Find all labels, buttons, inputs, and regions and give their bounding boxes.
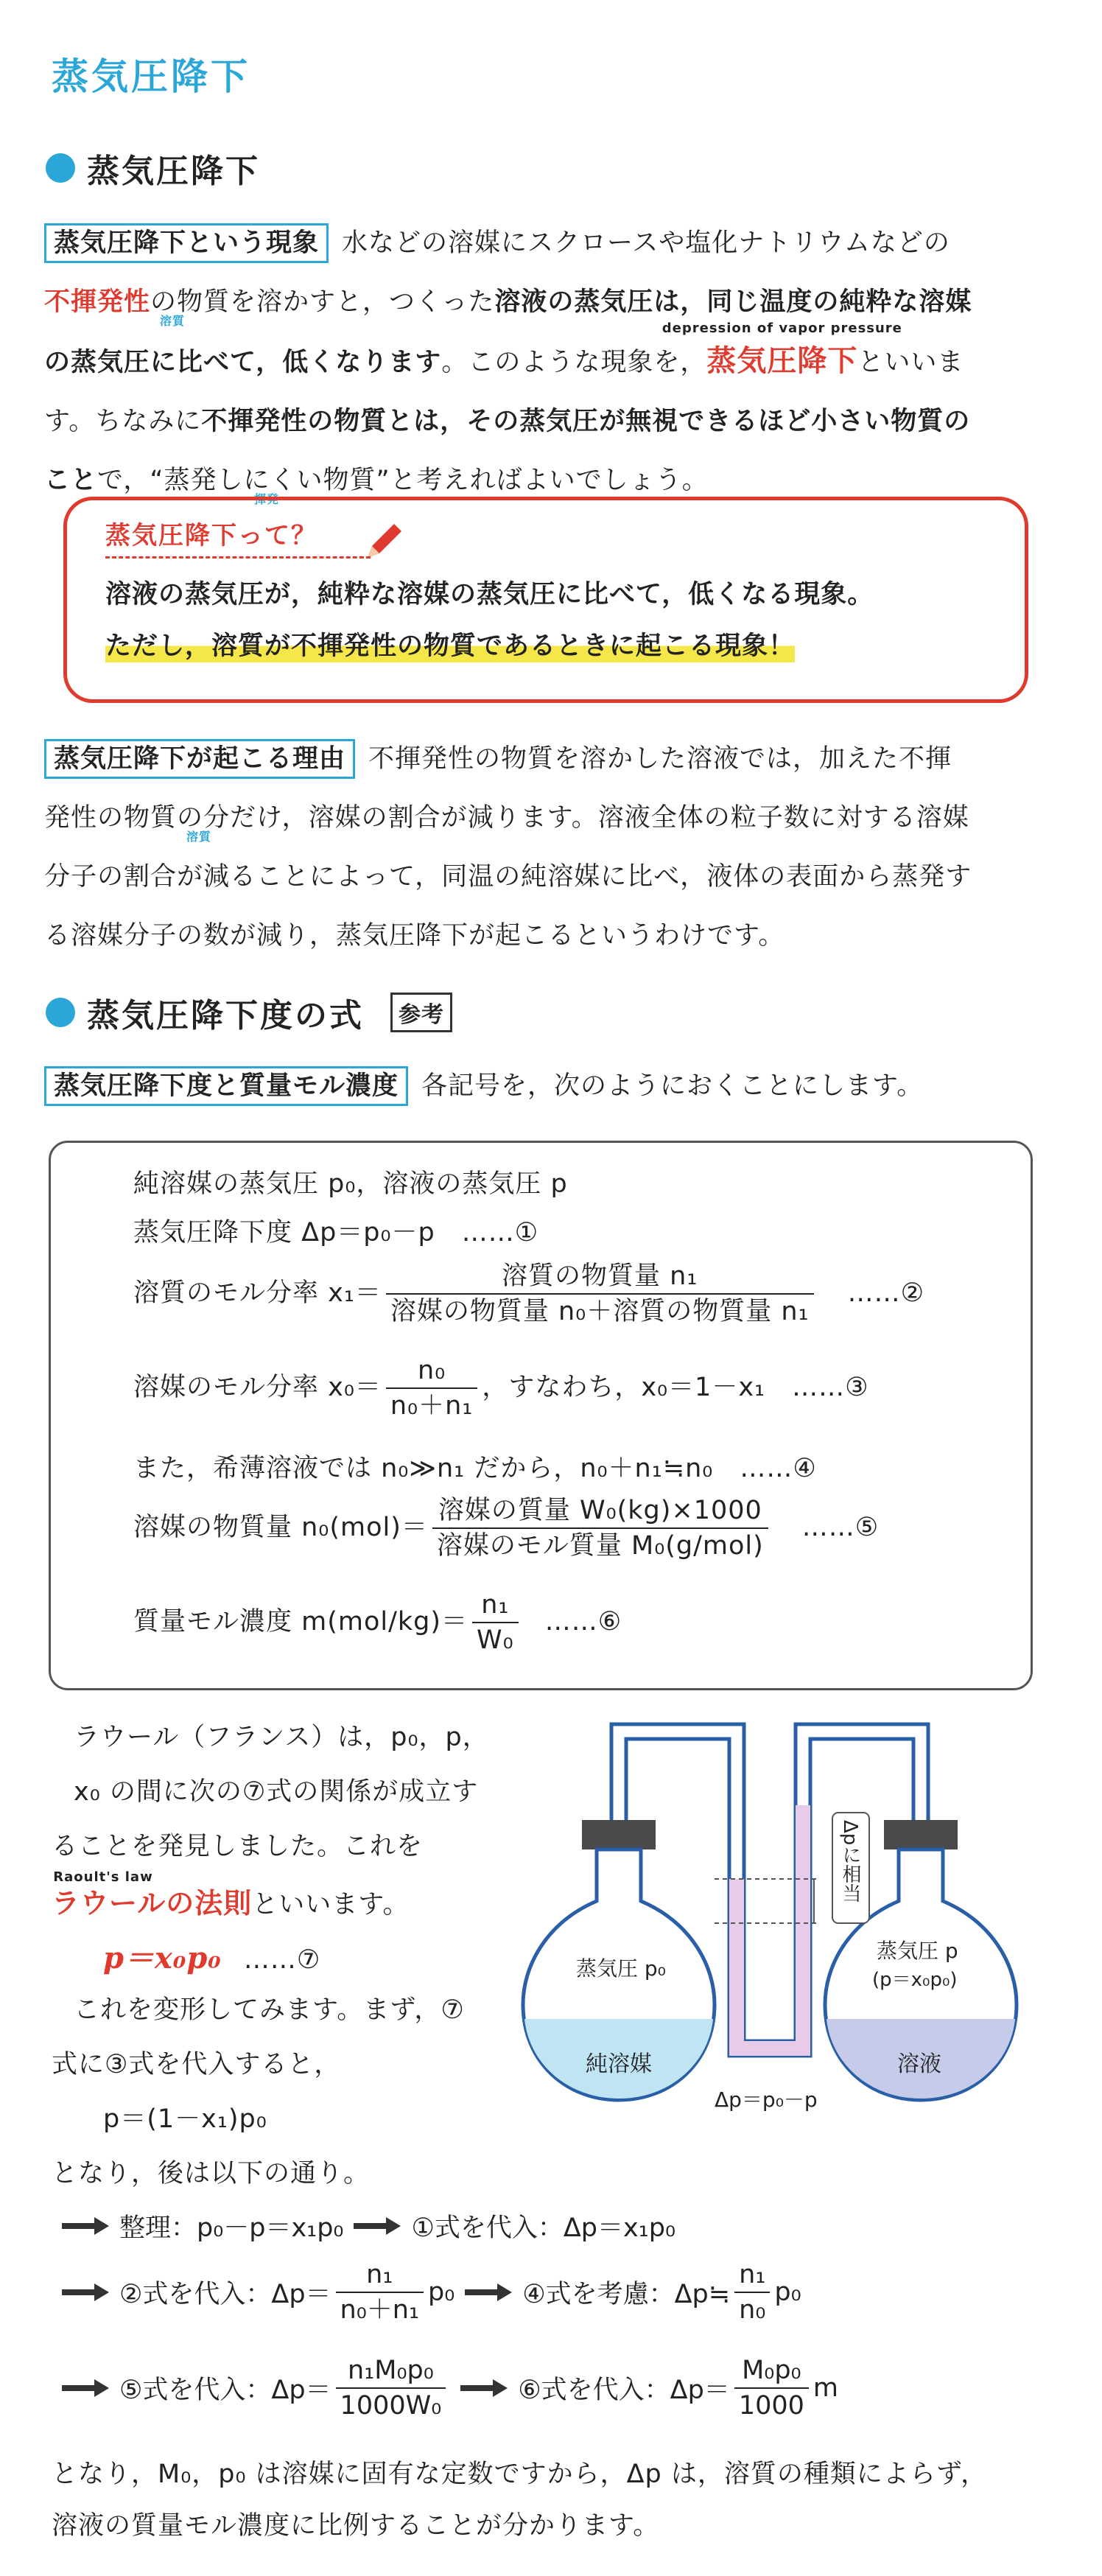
step-text: ⑤式を代入：Δp＝ <box>119 2376 331 2405</box>
raoult-line-8: となり，後は以下の通り。 <box>52 2159 371 2188</box>
raoult-law-equation <box>103 1935 320 1977</box>
text-segment: 発性の物質の分だけ，溶媒の割合が減ります。溶液全体の粒子数に対する溶媒 <box>44 803 969 833</box>
section-heading-formula <box>46 989 452 1036</box>
para-line-4: る溶媒分子の数が減り，蒸気圧降下が起こるというわけです。 <box>44 921 785 951</box>
ruby-raoult: Raoult's law <box>53 1869 153 1885</box>
ruby-english: depression of vapor pressure <box>661 321 902 336</box>
ruby-solute-2: 溶質 <box>186 830 212 844</box>
raoult-line-7: p＝(1－x₁)p₀ <box>103 2104 267 2134</box>
step-text: ④式を考慮：Δp≒ <box>522 2280 731 2309</box>
formula-lhs: 溶媒の物質量 n₀(mol)＝ <box>133 1513 428 1542</box>
section-heading-text: 蒸気圧降下 <box>87 153 260 190</box>
numerator: M₀p₀ <box>734 2353 809 2389</box>
delta-equation-label: Δp＝p₀－p <box>715 2087 818 2112</box>
fraction <box>734 2353 809 2423</box>
denominator: n₀ <box>739 2295 766 2325</box>
formula-label: 蒸気圧降下度と質量モル濃度 <box>44 1066 408 1106</box>
numerator: 溶媒の質量 W₀(kg)×1000 <box>432 1494 768 1529</box>
ruby-volatile: 揮発 <box>254 492 280 506</box>
numerator: n₁ <box>734 2258 770 2293</box>
formula-lhs: 溶質のモル分率 x₁＝ <box>133 1278 382 1308</box>
text-bold: 不揮発性の物質とは，その蒸気圧が無視できるほど小さい物質の <box>201 407 971 436</box>
nonvolatile-term <box>44 273 150 332</box>
formula-lhs: 溶媒のモル分率 x₀＝ <box>133 1373 382 1402</box>
page-title: 蒸気圧降下 <box>52 55 250 98</box>
arrow-right-icon <box>62 2379 109 2397</box>
denominator: 1000 <box>738 2391 804 2421</box>
fraction <box>734 2258 770 2327</box>
formula-4 <box>133 1354 868 1423</box>
phenomenon-paragraph <box>44 214 1061 510</box>
raoult-line-3: ることを発見しました。これを <box>52 1832 424 1861</box>
denominator: n₀＋n₁ <box>340 2295 419 2325</box>
formula-lhs: 質量モル濃度 m(mol/kg)＝ <box>133 1607 468 1637</box>
right-stopper <box>884 1820 958 1849</box>
section-heading-text: 蒸気圧降下度の式 <box>87 997 364 1035</box>
para-line-1 <box>44 729 1061 788</box>
equation-tag: ……② <box>847 1278 924 1308</box>
callout-line-2: ただし，溶質が不揮発性の物質であるときに起こる現象！ <box>105 626 795 662</box>
para-line-2 <box>44 788 969 847</box>
formula-6 <box>133 1494 879 1563</box>
denominator: 溶媒の物質量 n₀＋溶質の物質量 n₁ <box>390 1297 810 1326</box>
step-text: p₀ <box>774 2278 801 2307</box>
para-line-3: 分子の割合が減ることによって，同温の純溶媒に比べ，液体の表面から蒸発す <box>44 862 972 892</box>
formula-rest: ，すなわち，x₀＝1－x₁ ……③ <box>482 1373 869 1402</box>
text-segment: の物質を溶かすと，つくった <box>150 287 495 317</box>
step-text: p₀ <box>427 2278 455 2307</box>
fraction <box>386 1354 477 1423</box>
reason-label: 蒸気圧降下が起こる理由 <box>44 739 355 779</box>
text-bold: 溶液の蒸気圧は，同じ温度の純粋な溶媒 <box>494 287 972 317</box>
delta-p-label: Δpに相当 <box>839 1820 861 1903</box>
step-text: ②式を代入：Δp＝ <box>119 2280 331 2309</box>
step-text: ①式を代入：Δp＝x₁p₀ <box>411 2213 675 2243</box>
text-segment: 。このような現象を， <box>441 348 707 377</box>
nonvolatile-red: 不揮発性 <box>44 287 151 317</box>
raoult-line-4 <box>52 1869 410 1921</box>
text-bold: の蒸気圧に比べて，低くなります <box>44 348 442 377</box>
step-text: ⑥式を代入：Δp＝ <box>518 2376 730 2405</box>
callout-line-1: 溶液の蒸気圧が，純粋な溶媒の蒸気圧に比べて，低くなる現象。 <box>105 580 874 609</box>
numerator: 溶質の物質量 n₁ <box>386 1259 814 1295</box>
vapor-depression-term <box>661 321 902 392</box>
vapor-depression-red: 蒸気圧降下 <box>706 344 858 378</box>
formula-7 <box>133 1588 622 1657</box>
reference-badge: 参考 <box>390 993 452 1032</box>
denominator: 溶媒のモル質量 M₀(g/mol) <box>436 1531 764 1561</box>
denominator: n₀＋n₁ <box>390 1391 474 1421</box>
ruby-solute: 溶質 <box>160 314 186 328</box>
u-tube-liquid <box>729 1805 810 2056</box>
raoult-diagram <box>516 1709 1046 2122</box>
para-line-2 <box>44 273 1061 332</box>
intro-text: 各記号を，次のようにおくことにします。 <box>421 1071 924 1101</box>
step-row-2 <box>62 2258 801 2327</box>
text-segment: 水などの溶媒にスクロースや塩化ナトリウムなどの <box>342 228 950 258</box>
callout-underline <box>105 556 371 559</box>
raoult-line-5: これを変形してみます。まず，⑦ <box>74 1995 465 2025</box>
numerator: n₀ <box>386 1354 477 1389</box>
numerator: n₁ <box>336 2258 424 2293</box>
equation-tag: ……⑥ <box>544 1607 622 1637</box>
step-row-3 <box>62 2353 838 2423</box>
pure-solvent-label: 純溶媒 <box>586 2051 652 2077</box>
text-segment: 不揮発性の物質を溶かした溶液では，加えた不揮 <box>368 744 952 774</box>
left-vapor-label: 蒸気圧 p₀ <box>576 1956 666 1981</box>
para-line-4 <box>44 392 1061 451</box>
law-formula: p＝x₀p₀ <box>103 1941 222 1975</box>
conclusion-line-2: 溶液の質量モル濃度に比例することが分かります。 <box>52 2511 660 2541</box>
fraction <box>432 1494 768 1563</box>
text-segment: で，“蒸発しにくい物質”と考えればよいでしょう。 <box>97 466 709 495</box>
conclusion-line-1: となり，M₀，p₀ は溶媒に固有な定数ですから，Δp は，溶質の種類によらず， <box>52 2460 988 2489</box>
arrow-right-icon <box>62 2217 109 2235</box>
raoult-law-term <box>52 1869 253 1921</box>
fraction <box>386 1259 814 1329</box>
formula-1: 純溶媒の蒸気圧 p₀，溶液の蒸気圧 p <box>133 1169 568 1199</box>
formula-2: 蒸気圧降下度 Δp＝p₀－p ……① <box>133 1218 539 1247</box>
numerator: n₁M₀p₀ <box>336 2353 446 2389</box>
fraction <box>472 1588 519 1657</box>
text-segment: といいます。 <box>252 1890 410 1919</box>
formula-5: また，希薄溶液では n₀≫n₁ だから，n₀＋n₁≒n₀ ……④ <box>133 1454 817 1483</box>
bullet-dot-icon <box>46 153 75 183</box>
text-segment: といいま <box>857 348 964 377</box>
raoult-line-6: 式に③式を代入すると， <box>52 2050 341 2079</box>
bullet-dot-icon <box>46 998 75 1027</box>
step-row-1 <box>62 2208 675 2244</box>
equation-tag: ……⑤ <box>801 1513 880 1542</box>
section-heading-vapor-pressure <box>46 144 260 192</box>
raoult-line-2: x₀ の間に次の⑦式の関係が成立す <box>74 1777 479 1807</box>
summary-callout <box>63 497 1028 703</box>
arrow-right-icon <box>354 2217 401 2235</box>
step-text: 整理：p₀－p＝x₁p₀ <box>119 2213 344 2243</box>
para-line-1 <box>44 214 1061 273</box>
denominator: 1000W₀ <box>340 2391 442 2421</box>
arrow-right-icon <box>465 2283 512 2301</box>
equation-tag: ……⑦ <box>243 1945 321 1975</box>
reason-paragraph <box>44 729 1061 965</box>
arrow-right-icon <box>62 2283 109 2301</box>
pencil-icon <box>362 519 406 567</box>
step-text: m <box>813 2373 838 2403</box>
fraction <box>336 2353 446 2423</box>
right-vapor-label: 蒸気圧 p <box>877 1939 958 1963</box>
right-vapor-relation: (p＝x₀p₀) <box>872 1969 958 1991</box>
numerator: n₁ <box>472 1588 519 1623</box>
fraction <box>336 2258 424 2327</box>
solution-label: 溶液 <box>897 2051 941 2077</box>
raoult-law-red: ラウールの法則 <box>52 1887 253 1919</box>
raoult-line-1: ラウール（フランス）は，p₀，p， <box>74 1723 489 1752</box>
formula-3 <box>133 1259 924 1329</box>
callout-title: 蒸気圧降下って？ <box>105 521 317 550</box>
text-segment: す。ちなみに <box>44 407 202 436</box>
text-bold: こと <box>44 466 98 495</box>
left-stopper <box>582 1820 656 1849</box>
denominator: W₀ <box>477 1625 514 1655</box>
phenomenon-label: 蒸気圧降下という現象 <box>44 223 329 263</box>
arrow-right-icon <box>460 2379 508 2397</box>
ruby-wrap <box>150 273 494 332</box>
formula-intro <box>44 1057 1061 1116</box>
formula-box <box>49 1141 1033 1690</box>
